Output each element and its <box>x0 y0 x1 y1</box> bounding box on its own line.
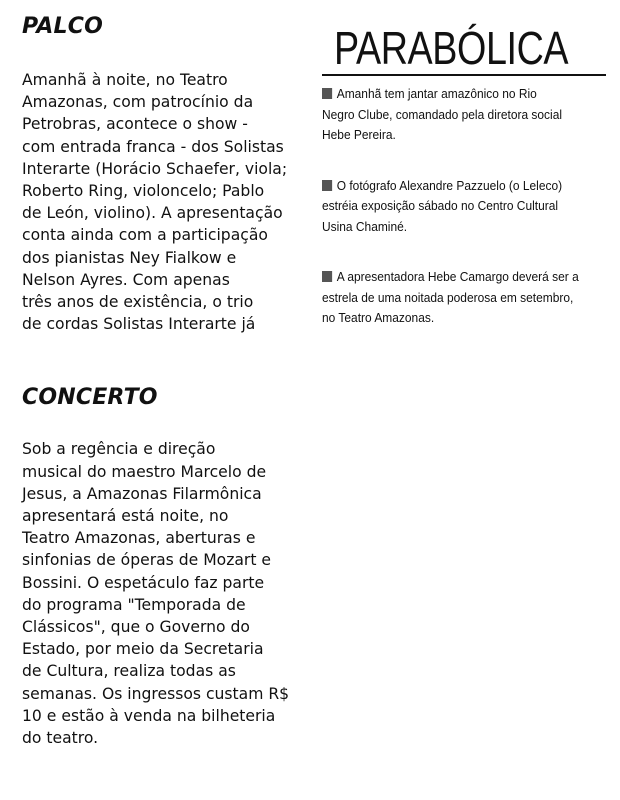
text-line: no Teatro Amazonas. <box>322 310 435 325</box>
text-line <box>322 267 598 288</box>
square-bullet-icon <box>322 180 332 191</box>
text-line: estrela de uma noitada poderosa em setembro, <box>322 289 574 305</box>
square-bullet-icon <box>322 271 332 282</box>
text-line: Bossini. O espetáculo faz parte <box>22 573 265 592</box>
text-line: apresentará está noite, no <box>22 507 229 526</box>
text-line <box>322 176 598 197</box>
text-line: Roberto Ring, violoncelo; Pablo <box>22 182 265 201</box>
concerto-heading: CONCERTO <box>22 385 158 411</box>
news-note <box>322 84 598 146</box>
news-note <box>322 267 598 329</box>
text-line: com entrada franca - dos Solistas <box>22 137 284 156</box>
text-line: de Cultura, realiza todas as <box>22 662 236 681</box>
palco-article-text <box>22 69 292 335</box>
text-line: sinfonias de óperas de Mozart e <box>22 551 272 570</box>
text-line: Clássicos", que o Governo do <box>22 618 250 637</box>
text-line: do programa "Temporada de <box>22 595 246 614</box>
text-line: musical do maestro Marcelo de <box>22 462 267 481</box>
parabolica-masthead: PARABÓLICA <box>334 22 569 74</box>
text-line: Teatro Amazonas, aberturas e <box>22 529 256 548</box>
text-line: semanas. Os ingressos custam R$ <box>22 684 290 703</box>
text-line: dos pianistas Ney Fialkow e <box>22 248 237 267</box>
square-bullet-icon <box>322 88 332 99</box>
masthead-rule <box>322 74 606 76</box>
palco-heading: PALCO <box>22 14 103 39</box>
text-line: Estado, por meio da Secretaria <box>22 640 264 659</box>
text-line: do teatro. <box>22 729 99 748</box>
text-line: de León, violino). A apresentação <box>22 204 283 223</box>
text-line: Negro Clube, comandado pela diretora social <box>322 106 563 122</box>
news-note <box>322 176 598 238</box>
text-line: de cordas Solistas Interarte já <box>22 315 256 334</box>
text-line: Hebe Pereira. <box>322 127 396 142</box>
text-line: Jesus, a Amazonas Filarmônica <box>22 484 262 503</box>
text-line: Amazonas, com patrocínio da <box>22 93 254 112</box>
text-line: conta ainda com a participação <box>22 226 268 245</box>
text-line: estréia exposição sábado no Centro Cultural <box>322 198 559 213</box>
text-line: Usina Chaminé. <box>322 218 408 234</box>
right-column <box>322 24 606 329</box>
text-line: Sob a regência e direção <box>22 440 216 459</box>
note-text: O fotógrafo Alexandre Pazzuelo (o Leleco) <box>336 177 563 193</box>
text-line: Petrobras, acontece o show - <box>22 115 248 134</box>
text-line: Interarte (Horácio Schaefer, viola; <box>22 159 288 178</box>
text-line: Nelson Ayres. Com apenas <box>22 270 230 289</box>
text-line: três anos de existência, o trio <box>22 293 254 312</box>
concerto-article-text <box>22 438 292 749</box>
note-text: Amanhã tem jantar amazônico no Rio <box>336 86 537 101</box>
note-text: A apresentadora Hebe Camargo deverá ser a <box>336 269 579 284</box>
text-line <box>322 84 598 105</box>
text-line: Amanhã à noite, no Teatro <box>22 71 228 89</box>
left-column <box>22 14 292 749</box>
text-line: 10 e estão à venda na bilheteria <box>22 706 276 725</box>
